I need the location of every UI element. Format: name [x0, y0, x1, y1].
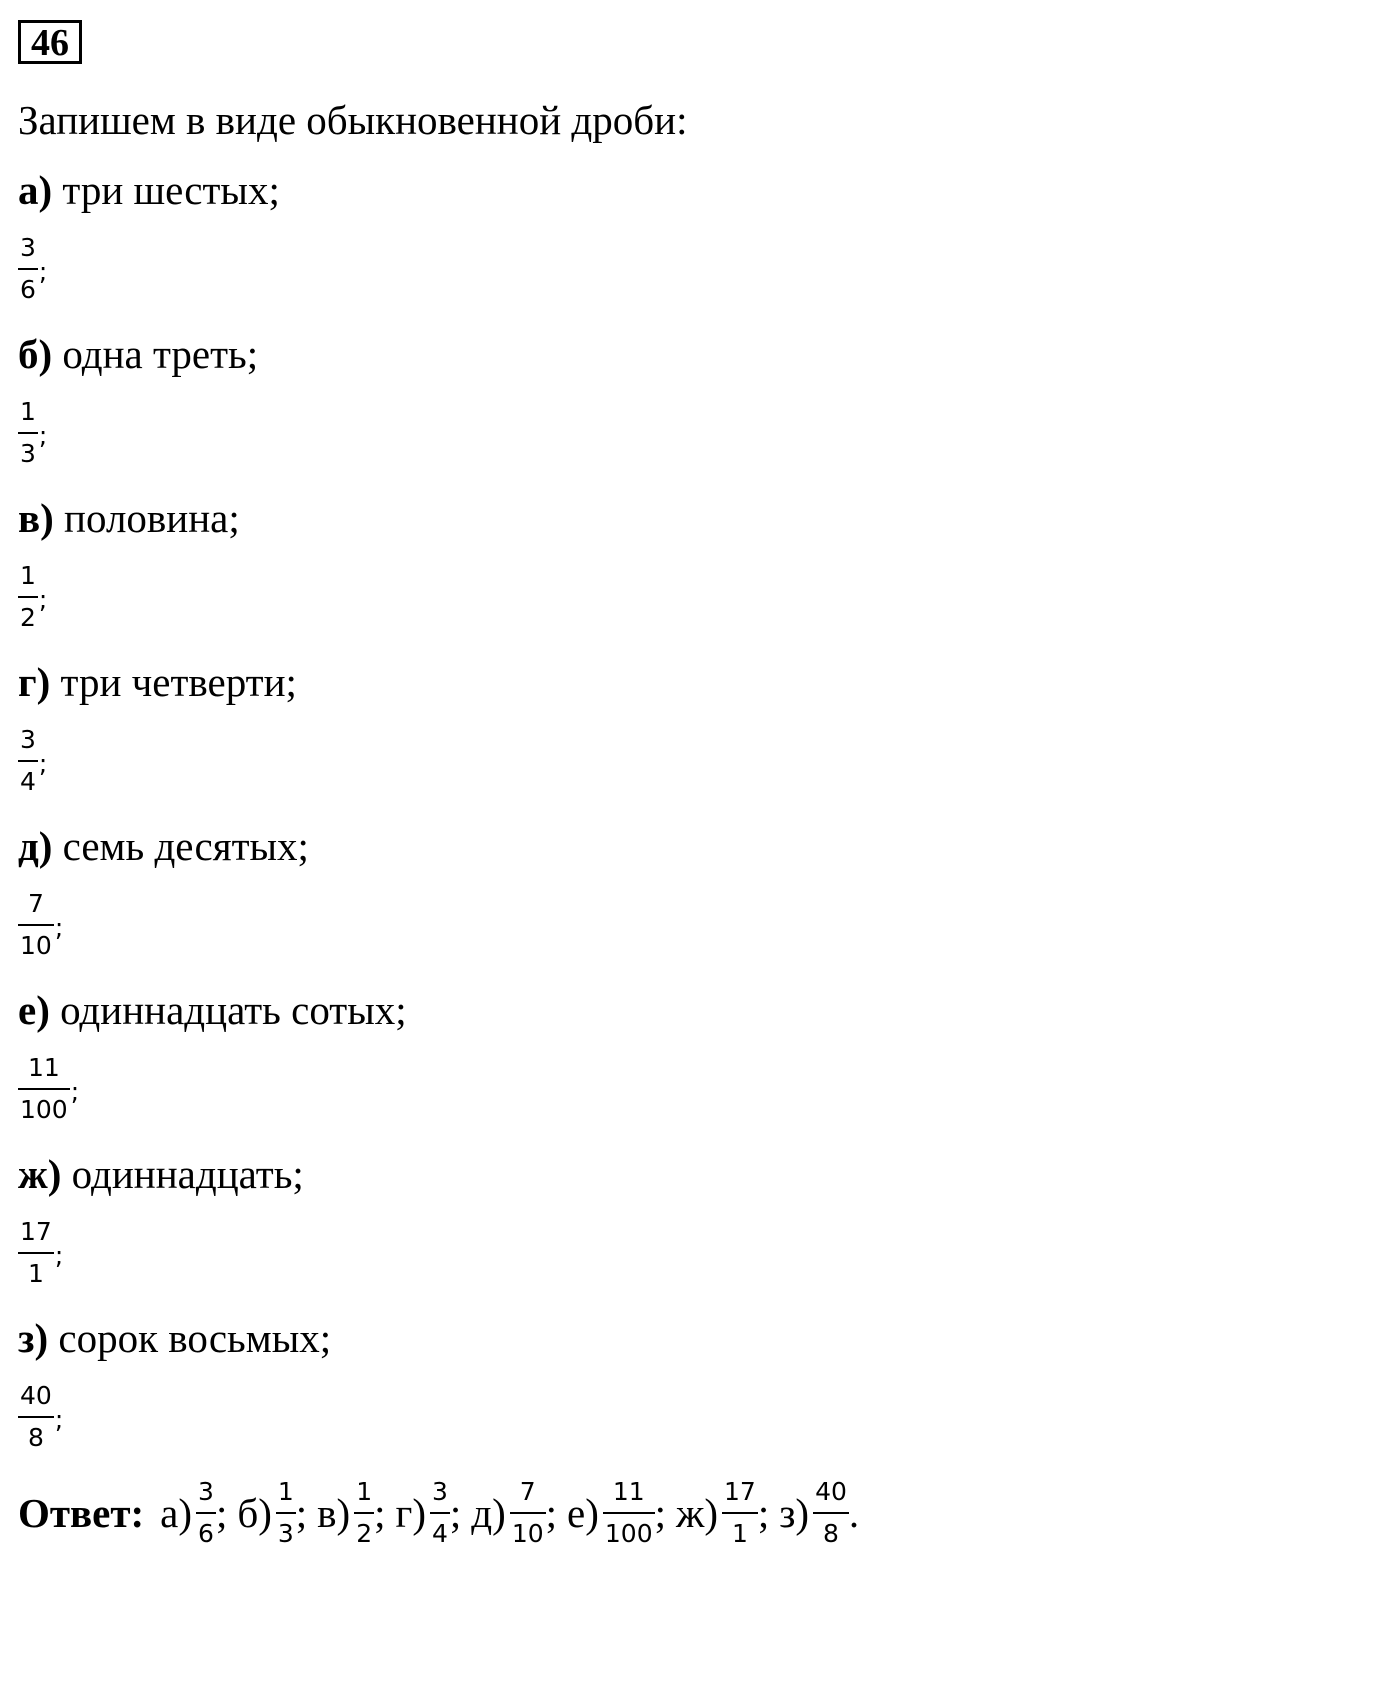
- item-letter: в): [18, 495, 54, 541]
- numerator: 7: [519, 1477, 536, 1506]
- problem-number: 46: [18, 20, 82, 64]
- fraction-punct: ;: [54, 912, 64, 942]
- item-b-question: [18, 330, 258, 378]
- denominator: 2: [20, 603, 36, 632]
- fraction-punct: ;: [38, 420, 48, 450]
- fraction: [722, 1478, 758, 1548]
- fraction-punct: ;: [38, 748, 48, 778]
- item-g-fraction: [18, 726, 47, 806]
- item-e-fraction: [18, 1054, 79, 1134]
- denominator: 100: [604, 1519, 653, 1548]
- denominator: 8: [27, 1423, 44, 1452]
- numerator: 1: [277, 1477, 294, 1506]
- answer-letter: д): [471, 1490, 506, 1536]
- item-zh-fraction: [18, 1218, 63, 1298]
- item-text: одиннадцать;: [61, 1151, 304, 1197]
- item-v-fraction: [18, 562, 47, 642]
- item-letter: ж): [18, 1151, 62, 1197]
- denominator: 10: [511, 1519, 544, 1548]
- answer-item: [396, 1478, 472, 1548]
- item-letter: г): [18, 659, 51, 705]
- item-text: одиннадцать сотых;: [49, 987, 407, 1033]
- item-a-fraction: [18, 234, 47, 314]
- item-text: сорок восьмых;: [48, 1315, 332, 1361]
- answer-item: [237, 1478, 317, 1548]
- item-z-fraction: [18, 1382, 63, 1462]
- numerator: 1: [20, 397, 36, 426]
- numerator: 1: [356, 1477, 373, 1506]
- answer-separator: ;: [215, 1490, 228, 1536]
- denominator: 3: [277, 1519, 294, 1548]
- answer-separator: ;: [545, 1490, 558, 1536]
- item-e-question: [18, 986, 407, 1034]
- denominator: 4: [20, 767, 36, 796]
- numerator: 17: [724, 1477, 756, 1506]
- item-b-fraction: [18, 398, 47, 478]
- item-d-question: [18, 822, 309, 870]
- answer-letter: е): [567, 1490, 599, 1536]
- fraction: [18, 890, 54, 960]
- fraction: [603, 1478, 655, 1548]
- fraction: [18, 234, 38, 304]
- denominator: 8: [823, 1519, 839, 1548]
- answer-item: [567, 1478, 676, 1548]
- answer-separator: ;: [654, 1490, 667, 1536]
- answer-letter: ж): [676, 1490, 718, 1536]
- denominator: 100: [20, 1095, 68, 1124]
- fraction: [510, 1478, 546, 1548]
- numerator: 11: [27, 1053, 60, 1082]
- answer-item: [471, 1478, 567, 1548]
- numerator: 1: [20, 561, 36, 590]
- answer-item: [676, 1478, 779, 1548]
- fraction: [430, 1478, 450, 1548]
- fraction: [18, 562, 38, 632]
- fraction-punct: ;: [54, 1240, 64, 1270]
- fraction-punct: ;: [54, 1404, 64, 1434]
- item-text: три четверти;: [50, 659, 297, 705]
- fraction: [18, 1054, 70, 1124]
- answer-label: Ответ:: [18, 1490, 145, 1536]
- numerator: 7: [27, 889, 44, 918]
- item-d-fraction: [18, 890, 63, 970]
- denominator: 10: [20, 931, 52, 960]
- fraction: [18, 1382, 54, 1452]
- answer-line: [18, 1478, 869, 1548]
- answer-item: [160, 1478, 237, 1548]
- answer-item: [779, 1478, 869, 1548]
- fraction-punct: ;: [70, 1076, 80, 1106]
- item-letter: б): [18, 331, 53, 377]
- denominator: 6: [198, 1519, 214, 1548]
- answer-letter: б): [237, 1490, 272, 1536]
- item-text: одна треть;: [52, 331, 259, 377]
- item-letter: е): [18, 987, 50, 1033]
- answer-letter: в): [317, 1490, 351, 1536]
- item-v-question: [18, 494, 240, 542]
- numerator: 3: [198, 1477, 214, 1506]
- item-g-question: [18, 658, 297, 706]
- numerator: 40: [20, 1381, 52, 1410]
- denominator: 1: [731, 1519, 748, 1548]
- problem-intro: Запишем в виде обыкновенной дроби:: [18, 97, 688, 143]
- answer-letter: г): [395, 1490, 426, 1536]
- denominator: 1: [27, 1259, 44, 1288]
- item-zh-question: [18, 1150, 304, 1198]
- denominator: 3: [20, 439, 36, 468]
- fraction: [18, 398, 38, 468]
- item-a-question: [18, 166, 280, 214]
- fraction-punct: ;: [38, 256, 48, 286]
- answer-letter: а): [160, 1490, 193, 1536]
- fraction-punct: ;: [38, 584, 48, 614]
- item-z-question: [18, 1314, 331, 1362]
- item-text: три шестых;: [52, 167, 280, 213]
- fraction: [276, 1478, 296, 1548]
- numerator: 3: [20, 233, 36, 262]
- item-text: половина;: [53, 495, 240, 541]
- answer-separator: ;: [374, 1490, 386, 1536]
- item-letter: д): [18, 823, 53, 869]
- answer-letter: з): [779, 1490, 810, 1536]
- fraction: [18, 726, 38, 796]
- answer-item: [317, 1478, 395, 1548]
- numerator: 3: [20, 725, 36, 754]
- numerator: 17: [20, 1217, 52, 1246]
- denominator: 2: [356, 1519, 373, 1548]
- item-letter: а): [18, 167, 53, 213]
- numerator: 3: [431, 1477, 448, 1506]
- numerator: 11: [612, 1477, 645, 1506]
- fraction: [18, 1218, 54, 1288]
- answer-separator: ;: [757, 1490, 770, 1536]
- fraction: [196, 1478, 216, 1548]
- item-text: семь десятых;: [52, 823, 309, 869]
- answer-separator: ;: [295, 1490, 308, 1536]
- denominator: 6: [20, 275, 36, 304]
- answer-separator: .: [848, 1490, 860, 1536]
- fraction: [354, 1478, 374, 1548]
- denominator: 4: [431, 1519, 448, 1548]
- fraction: [813, 1478, 849, 1548]
- answer-separator: ;: [449, 1490, 462, 1536]
- item-letter: з): [18, 1315, 49, 1361]
- numerator: 40: [815, 1477, 847, 1506]
